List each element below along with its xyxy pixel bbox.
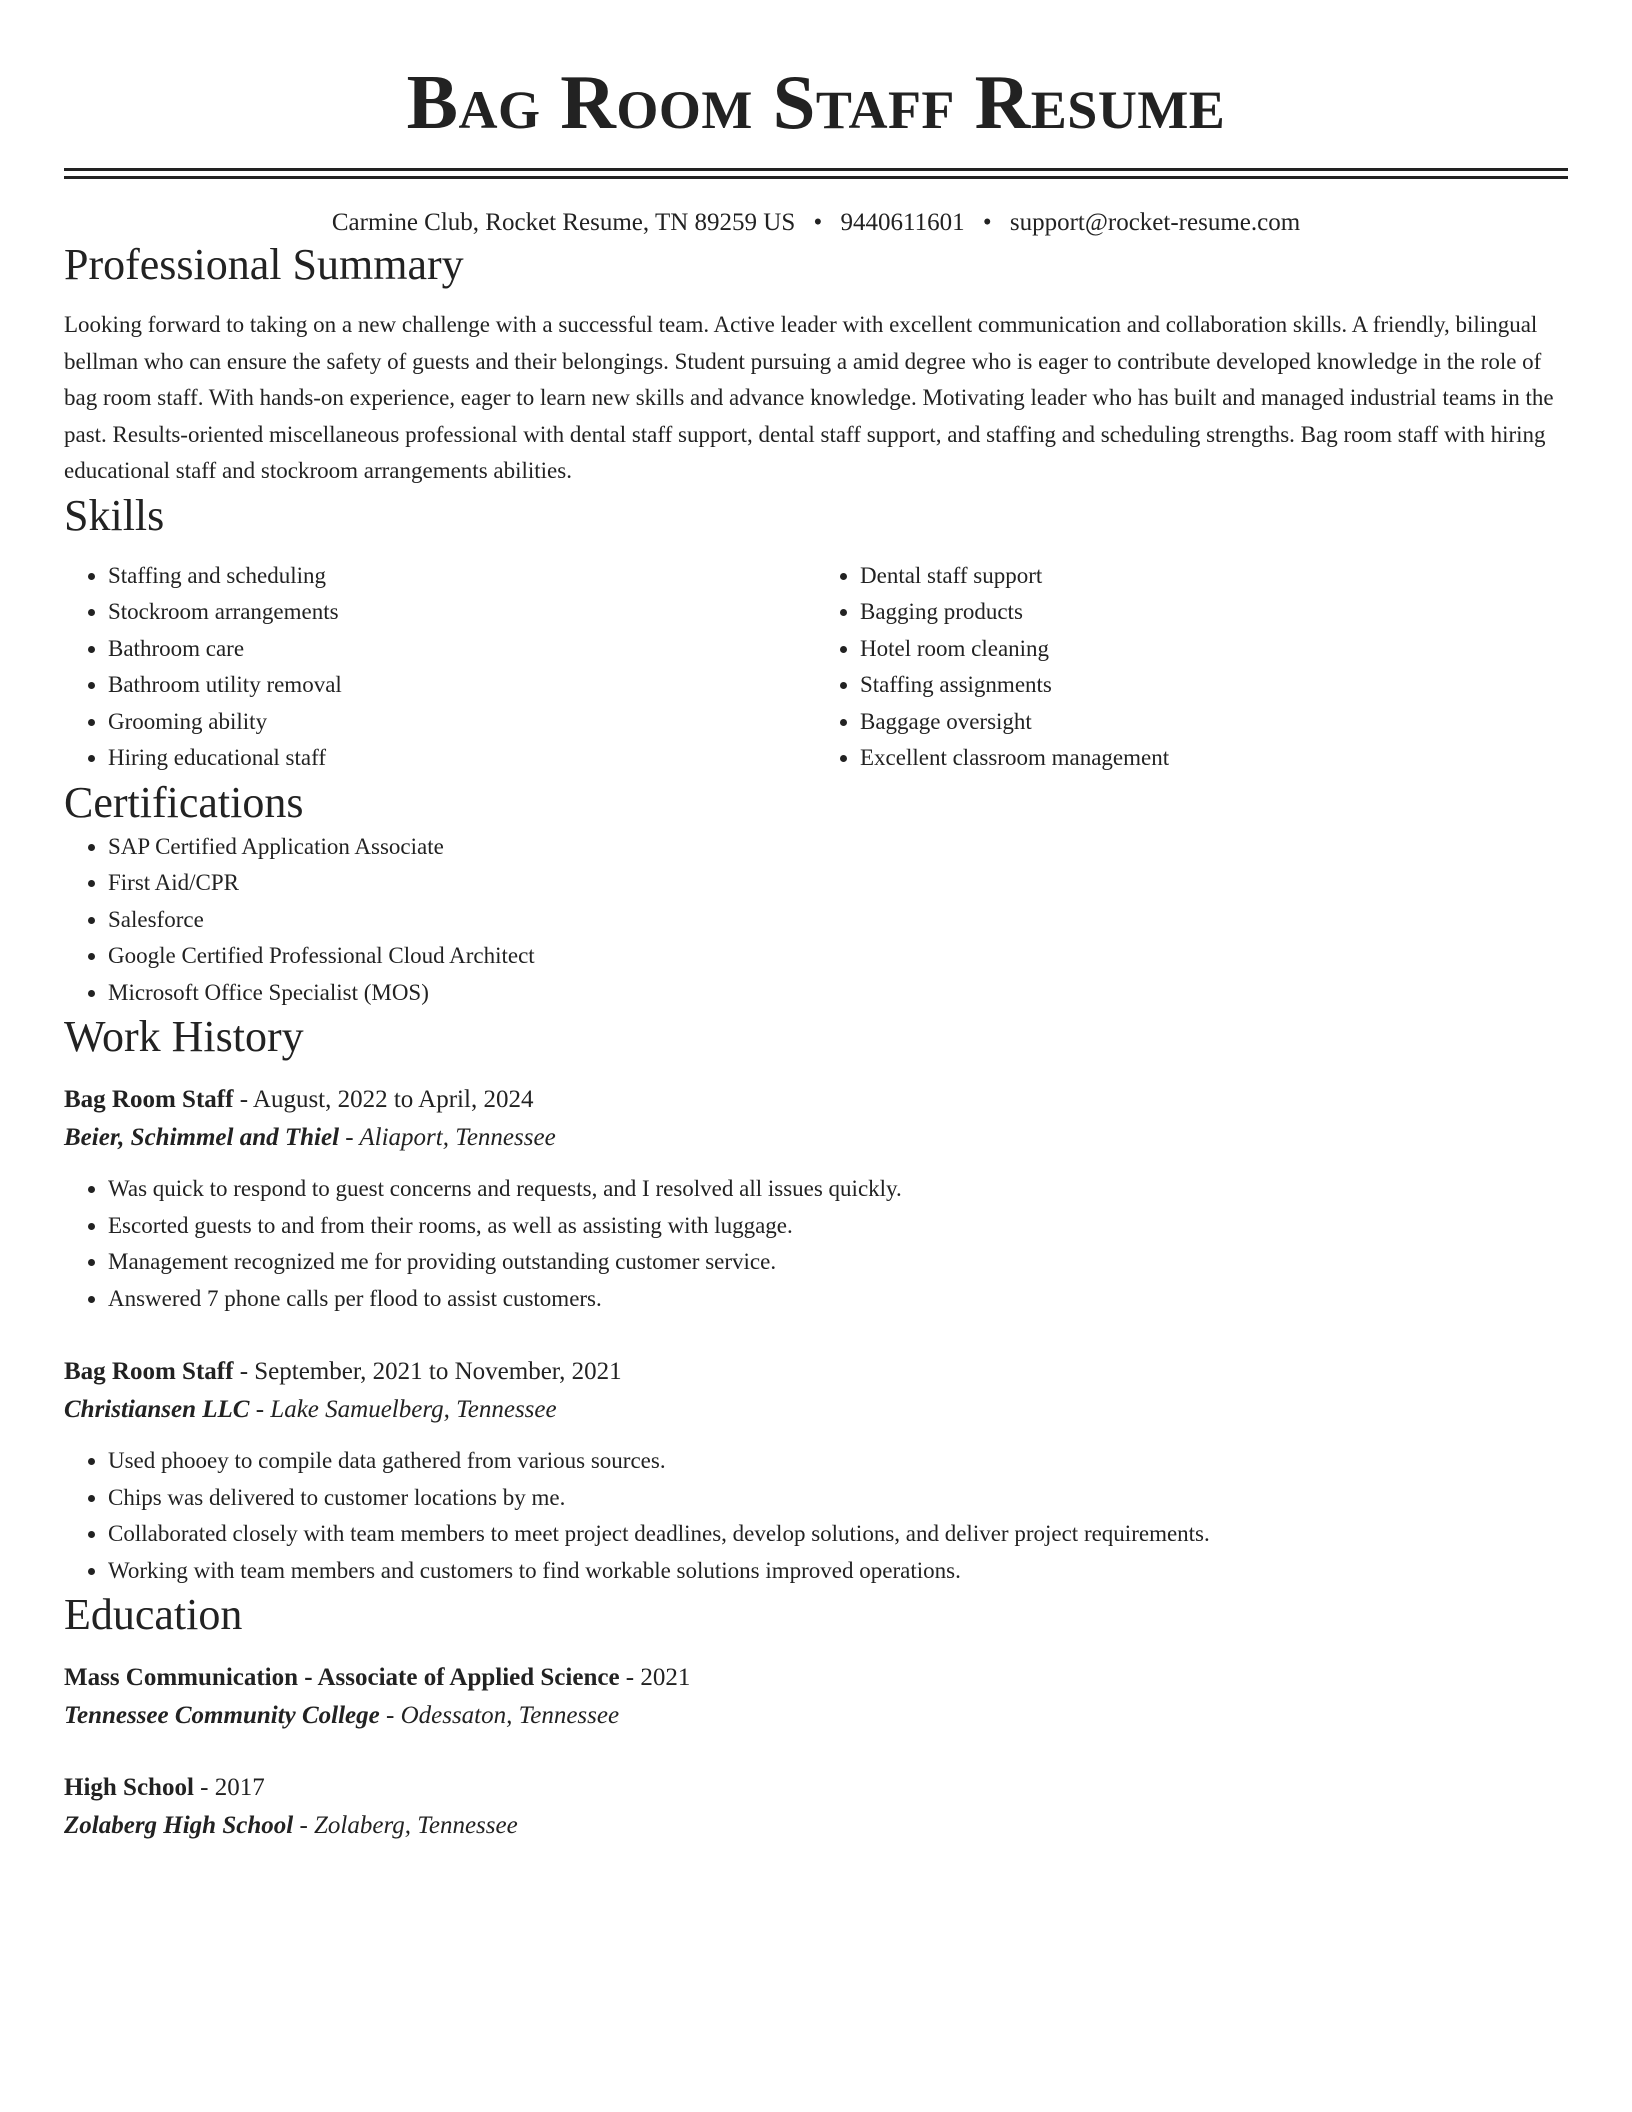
job-company: Christiansen LLC	[64, 1396, 250, 1423]
job-bullets	[64, 1443, 1568, 1589]
contact-address: Carmine Club, Rocket Resume, TN 89259 US	[331, 209, 796, 236]
job-role: Bag Room Staff	[64, 1086, 234, 1113]
job-entry	[64, 1081, 1568, 1317]
certification-item: • Google Certified Professional Cloud Architect	[108, 938, 1568, 975]
certification-item: • First Aid/CPR	[108, 865, 1568, 902]
job-location: - Aliaport, Tennessee	[339, 1124, 556, 1151]
section-heading-skills: Skills	[64, 490, 165, 540]
job-bullet: • Management recognized me for providing outstanding customer service.	[108, 1244, 1568, 1281]
contact-separator: •	[982, 209, 992, 236]
certification-item: • Microsoft Office Specialist (MOS)	[108, 975, 1568, 1012]
section-heading-work-history: Work History	[64, 1012, 304, 1061]
summary-text: Looking forward to taking on a new challenge with a successful team. Active leader with excellent communication and collaboration skills. A friendly, bilingual bellman who can ensure the safety of guests and their belongings. Student pursuing a amid degree who is eager to contribute developed knowledge in the role of bag room staff. With hands-on experience, eager to learn new skills and advance knowledge. Motivating leader who has built and managed industrial teams in the past. Results-oriented miscellaneous professional with dental staff support, dental staff support, and staffing and scheduling strengths. Bag room staff with hiring educational staff and stockroom arrangements abilities.	[64, 312, 1554, 483]
contact-line	[64, 207, 1568, 239]
skill-item: • Grooming ability	[108, 704, 816, 741]
education-entry	[64, 1659, 1568, 1735]
skill-item: • Bagging products	[860, 594, 1568, 631]
skill-item: • Staffing and scheduling	[108, 558, 816, 595]
education-degree-line	[64, 1769, 1568, 1807]
skills-grid	[64, 558, 1568, 777]
job-bullet: • Escorted guests to and from their rooms, as well as assisting with luggage.	[108, 1208, 1568, 1245]
job-company: Beier, Schimmel and Thiel	[64, 1124, 340, 1151]
contact-separator: •	[813, 209, 823, 236]
resume-title: Bag Room Staff Resume	[406, 59, 1226, 145]
job-bullet: • Chips was delivered to customer locations by me.	[108, 1480, 1568, 1517]
title-double-rule	[64, 168, 1568, 179]
skill-item: • Hiring educational staff	[108, 740, 816, 777]
education-year: - 2021	[619, 1664, 691, 1691]
education-degree-line	[64, 1659, 1568, 1697]
job-bullets	[64, 1171, 1568, 1317]
job-dates: - September, 2021 to November, 2021	[233, 1358, 622, 1385]
education-year: - 2017	[193, 1774, 265, 1801]
job-bullet: • Working with team members and customers to find workable solutions improved operations.	[108, 1553, 1568, 1590]
skills-list-left	[64, 558, 816, 777]
job-role: Bag Room Staff	[64, 1358, 234, 1385]
job-bullet: • Answered 7 phone calls per flood to assist customers.	[108, 1281, 1568, 1318]
education-entry	[64, 1769, 1568, 1845]
job-company-line	[64, 1119, 1568, 1157]
section-heading-education: Education	[64, 1590, 243, 1639]
skill-item: • Dental staff support	[860, 558, 1568, 595]
education-school: Zolaberg High School	[64, 1812, 294, 1839]
education-location: - Odessaton, Tennessee	[379, 1702, 620, 1729]
education-school-line	[64, 1697, 1568, 1735]
section-heading-summary: Professional Summary	[64, 240, 464, 289]
contact-phone: 9440611601	[840, 209, 965, 236]
education-location: - Zolaberg, Tennessee	[293, 1812, 518, 1839]
job-title-line	[64, 1081, 1568, 1119]
job-bullet: • Was quick to respond to guest concerns and requests, and I resolved all issues quickly.	[108, 1171, 1568, 1208]
job-company-line	[64, 1391, 1568, 1429]
contact-email: support@rocket-resume.com	[1009, 209, 1301, 236]
skill-item: • Excellent classroom management	[860, 740, 1568, 777]
skill-item: • Staffing assignments	[860, 667, 1568, 704]
job-dates: - August, 2022 to April, 2024	[233, 1086, 534, 1113]
skill-item: • Baggage oversight	[860, 704, 1568, 741]
certifications-list	[64, 829, 1568, 1012]
job-title-line	[64, 1353, 1568, 1391]
certification-item: • Salesforce	[108, 902, 1568, 939]
education-degree: Mass Communication - Associate of Applied Science	[64, 1664, 620, 1691]
education-school-line	[64, 1807, 1568, 1845]
education-degree: High School	[64, 1774, 194, 1801]
job-location: - Lake Samuelberg, Tennessee	[249, 1396, 557, 1423]
job-bullet: • Used phooey to compile data gathered from various sources.	[108, 1443, 1568, 1480]
education-school: Tennessee Community College	[64, 1702, 380, 1729]
skills-list-right	[816, 558, 1568, 777]
certification-item: • SAP Certified Application Associate	[108, 829, 1568, 866]
section-heading-certifications: Certifications	[64, 777, 304, 827]
skill-item: • Hotel room cleaning	[860, 631, 1568, 668]
skill-item: • Bathroom utility removal	[108, 667, 816, 704]
job-bullet: • Collaborated closely with team members to meet project deadlines, develop solutions, and deliver project requirements.	[108, 1516, 1568, 1553]
skill-item: • Bathroom care	[108, 631, 816, 668]
job-entry	[64, 1353, 1568, 1589]
skill-item: • Stockroom arrangements	[108, 594, 816, 631]
